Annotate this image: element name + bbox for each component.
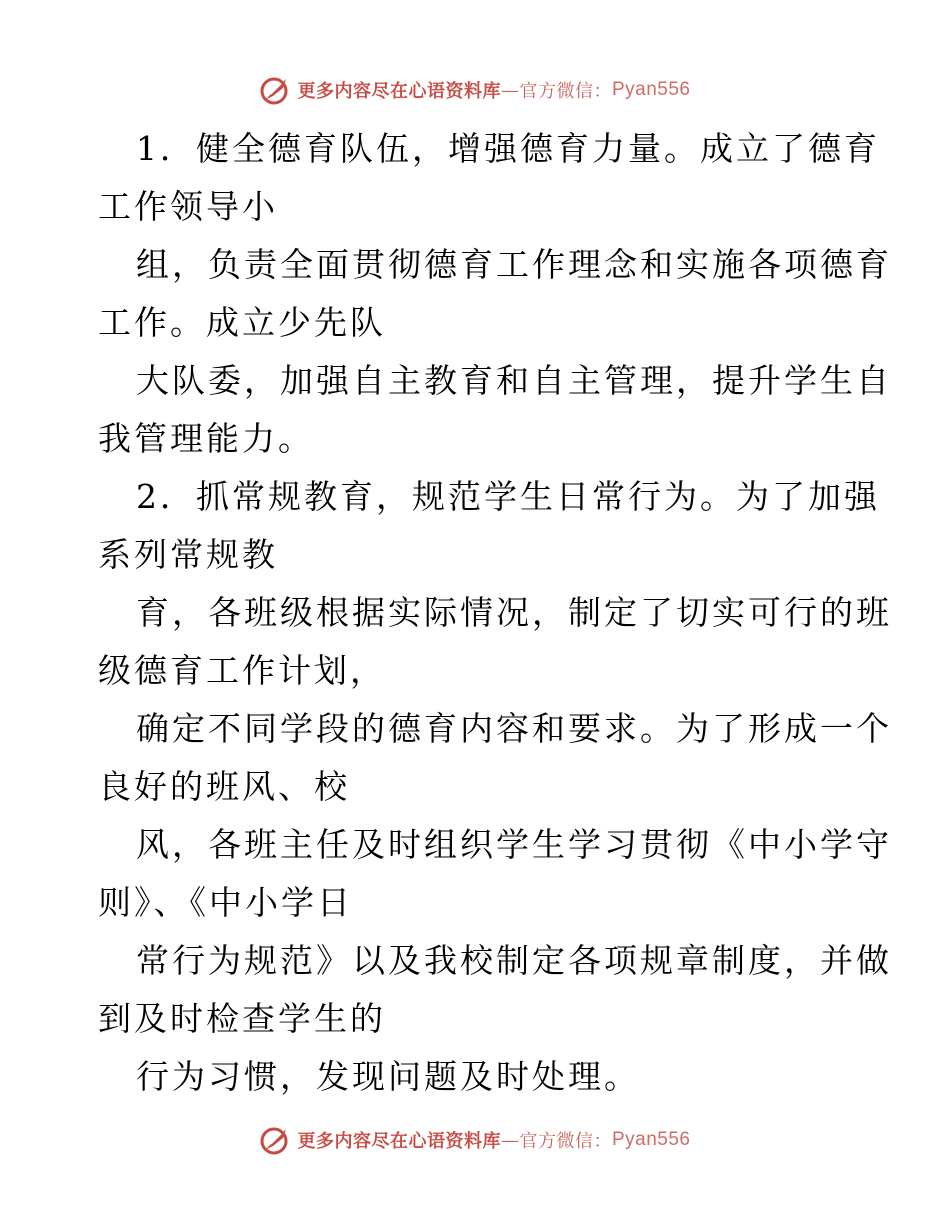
text-line: 工作领导小 — [98, 187, 278, 226]
watermark-main-text: 更多内容尽在心语资料库 — [297, 1131, 501, 1152]
text-line: 育，各班级根据实际情况，制定了切实可行的班 — [136, 593, 892, 632]
text-line: 1．健全德育队伍，增强德育力量。成立了德育 — [136, 129, 880, 168]
text-line: 我管理能力。 — [98, 419, 314, 458]
watermark-wechat-id: Pyan556 — [611, 1129, 691, 1150]
text-line: 确定不同学段的德育内容和要求。为了形成一个 — [136, 709, 892, 748]
text-line: 则》、《中小学日 — [98, 883, 353, 922]
text-line: 级德育工作计划， — [98, 651, 386, 690]
text-line: 常行为规范》以及我校制定各项规章制度，并做 — [136, 941, 892, 980]
watermark-wechat-label: 官方微信： — [519, 81, 612, 102]
text-line: 到及时检查学生的 — [98, 999, 386, 1038]
text-line: 组，负责全面贯彻德育工作理念和实施各项德育 — [136, 245, 892, 284]
text-line: 工作。成立少先队 — [98, 303, 386, 342]
text-line: 2．抓常规教育，规范学生日常行为。为了加强 — [136, 477, 880, 516]
text-line: 风，各班主任及时组织学生学习贯彻《中小学守 — [136, 825, 892, 864]
watermark-separator: — — [500, 79, 520, 101]
text-line: 行为习惯，发现问题及时处理。 — [136, 1057, 640, 1096]
text-line: 大队委，加强自主教育和自主管理，提升学生自 — [136, 361, 892, 400]
watermark-footer — [0, 1120, 950, 1160]
text-line: 良好的班风、校 — [98, 767, 350, 806]
watermark-wechat-id: Pyan556 — [611, 79, 691, 100]
watermark-header — [0, 70, 950, 110]
watermark-wechat-label: 官方微信： — [519, 1131, 612, 1152]
document-body — [98, 120, 892, 1106]
text-line: 系列常规教 — [98, 535, 278, 574]
red-quill-logo-icon — [259, 1124, 291, 1156]
red-quill-logo-icon — [259, 74, 291, 106]
watermark-separator: — — [500, 1129, 520, 1151]
watermark-main-text: 更多内容尽在心语资料库 — [297, 81, 501, 102]
